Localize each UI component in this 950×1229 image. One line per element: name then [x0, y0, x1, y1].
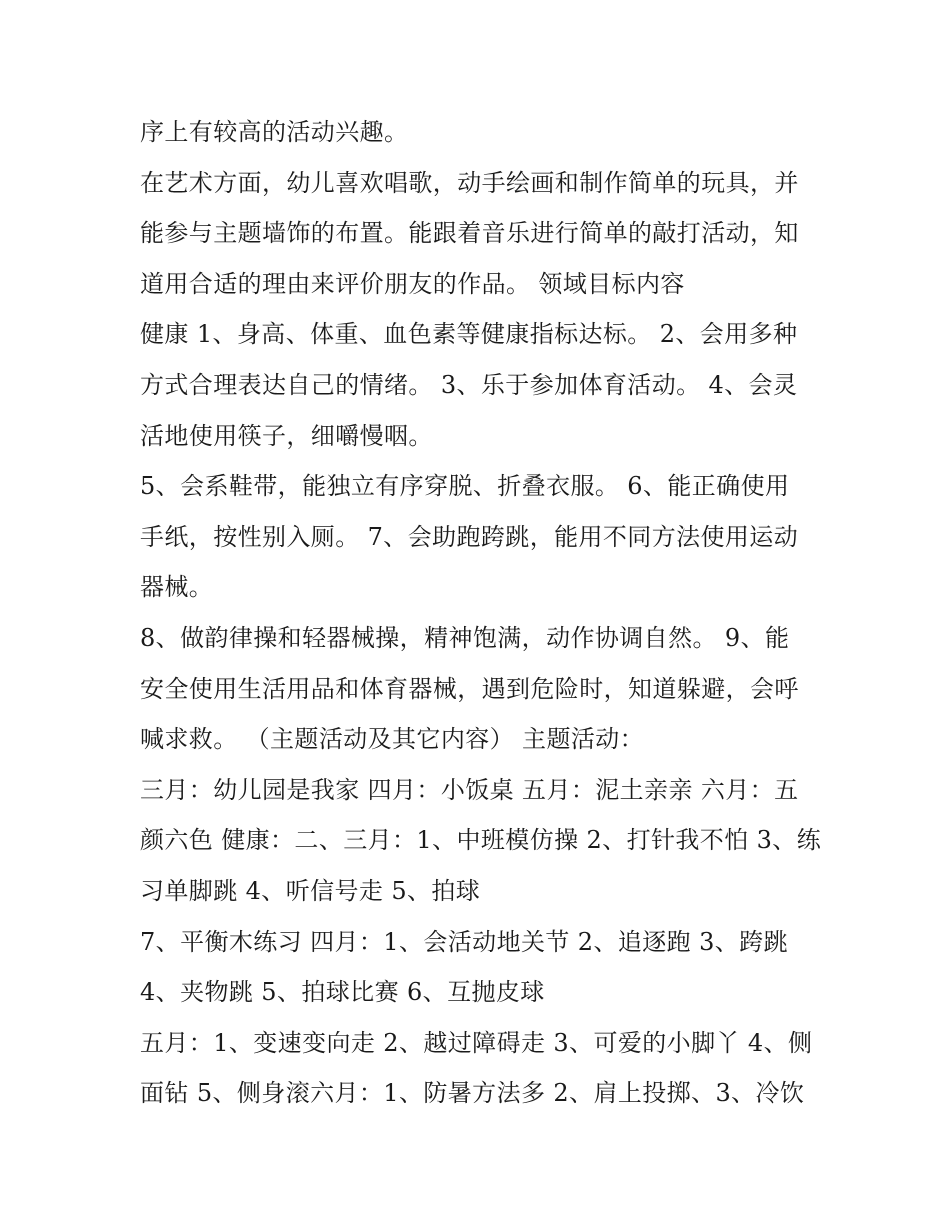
text-line: 手纸，按性别入厕。 7、会助跑跨跳，能用不同方法使用运动: [140, 522, 799, 551]
text-line: 7、平衡木练习 四月：1、会活动地关节 2、追逐跑 3、跨跳: [140, 927, 788, 956]
text-line: 健康 1、身高、体重、血色素等健康指标达标。 2、会用多种: [140, 320, 798, 349]
text-line: 活地使用筷子，细嚼慢咽。: [140, 421, 433, 450]
text-line: 三月：幼儿园是我家 四月：小饭桌 五月：泥土亲亲 六月：五: [140, 775, 799, 804]
text-line: 5、会系鞋带，能独立有序穿脱、折叠衣服。 6、能正确使用: [140, 472, 790, 501]
text-line: 8、做韵律操和轻器械操，精神饱满，动作协调自然。 9、能: [140, 623, 790, 652]
text-line: 4、夹物跳 5、拍球比赛 6、互抛皮球: [140, 978, 545, 1007]
text-line: 习单脚跳 4、听信号走 5、拍球: [140, 876, 481, 905]
text-line: 喊求救。 （主题活动及其它内容） 主题活动：: [140, 725, 645, 754]
text-line: 安全使用生活用品和体育器械，遇到危险时，知道躲避，会呼: [140, 674, 799, 703]
text-line: 序上有较高的活动兴趣。: [140, 118, 409, 146]
text-line: 在艺术方面，幼儿喜欢唱歌，动手绘画和制作简单的玩具，并: [140, 168, 799, 197]
text-line: 颜六色 健康：二、三月：1、中班模仿操 2、打针我不怕 3、练: [140, 826, 822, 855]
text-line: 五月：1、变速变向走 2、越过障碍走 3、可爱的小脚丫 4、侧: [140, 1028, 813, 1057]
text-line: 面钻 5、侧身滚六月：1、防暑方法多 2、肩上投掷、3、冷饮: [140, 1079, 805, 1108]
text-line: 方式合理表达自己的情绪。 3、乐于参加体育活动。 4、会灵: [140, 370, 798, 399]
text-line: 器械。: [140, 573, 214, 602]
text-line: 能参与主题墙饰的布置。能跟着音乐进行简单的敲打活动，知: [140, 219, 799, 248]
body-text: [140, 107, 830, 1119]
text-line: 道用合适的理由来评价朋友的作品。 领域目标内容: [140, 269, 685, 298]
